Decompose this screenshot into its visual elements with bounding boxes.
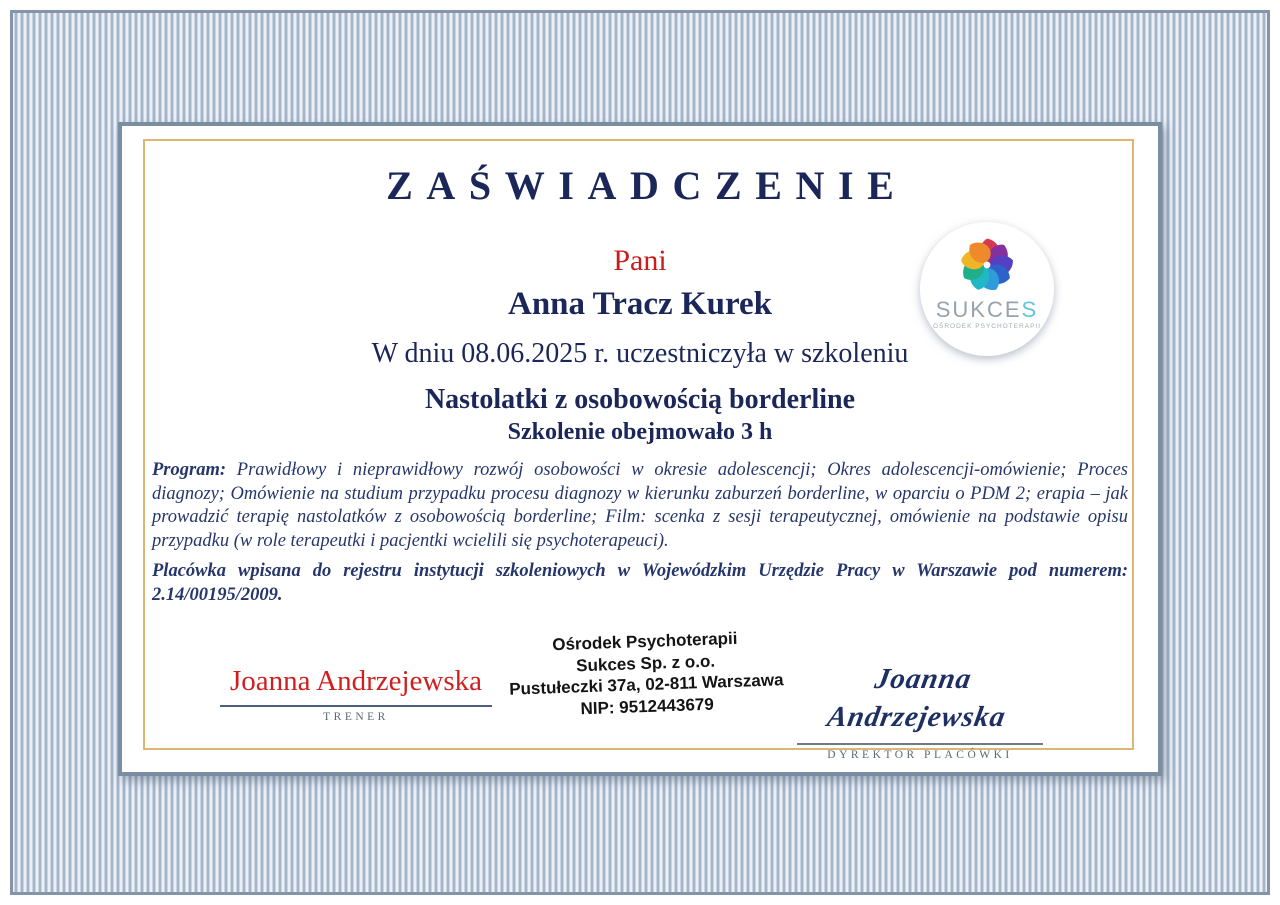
director-signature-line [797,743,1043,745]
salutation: Pani [613,244,667,277]
director-role-label: DYREKTOR PLACÓWKI [827,749,1013,761]
swirl-logo-icon [956,234,1018,296]
trainer-signature-block [216,664,496,723]
stamp-line: Sukces Sp. z o.o. [575,651,716,675]
duration-line: Szkolenie obejmowało 3 h [507,419,773,445]
program-label: Program: [152,460,226,480]
recipient-name: Anna Tracz Kurek [507,286,773,322]
certificate-title: ZAŚWIADCZENIE [386,163,908,208]
logo-name [936,298,1038,322]
stamp-line: Ośrodek Psychoterapii [551,628,738,655]
company-stamp [505,626,788,722]
trainer-name: Joanna Andrzejewska [229,665,483,697]
date-line: W dniu 08.06.2025 r. uczestniczyła w szkoleniu [371,338,909,369]
program-paragraph [152,459,1128,553]
registry-paragraph: Placówka wpisana do rejestru instytucji szkoleniowych w Wojewódzkim Urzędzie Pracy w Warszawie pod numerem: 2.14/00195/2009. [152,561,1128,605]
sukces-logo [920,222,1054,356]
logo-name-accent: S [1021,297,1039,322]
stamp-line: NIP: 9512443679 [580,694,715,718]
stamp-line: Pustułeczki 37a, 02-811 Warszawa [508,670,784,699]
trainer-signature-line [220,705,492,707]
trainer-role-label: TRENER [323,711,389,723]
logo-subtitle: OŚRODEK PSYCHOTERAPII [932,323,1042,330]
director-signature: Joanna Andrzejewska [824,663,1009,733]
course-title: Nastolatki z osobowością borderline [424,384,856,415]
director-signature-block [780,660,1060,761]
logo-name-main: SUKCE [935,297,1022,322]
certificate-panel [118,122,1162,776]
program-text: Prawidłowy i nieprawidłowy rozwój osobowości w okresie adolescencji; Okres adolescencji-omówienie; Proces diagnozy; Omówienie na studium przypadku procesu diagnozy w kierunku zaburzeń borderline, w oparciu o PDM 2; erapia – jak prowadzić terapię nastolatków z osobowością borderline; Film: scenka z sesji terapeutycznej, omówienie na podstawie opisu przypadku (w role terapeutki i pacjentki wcielili się psychoterapeuci). [152,460,1128,551]
